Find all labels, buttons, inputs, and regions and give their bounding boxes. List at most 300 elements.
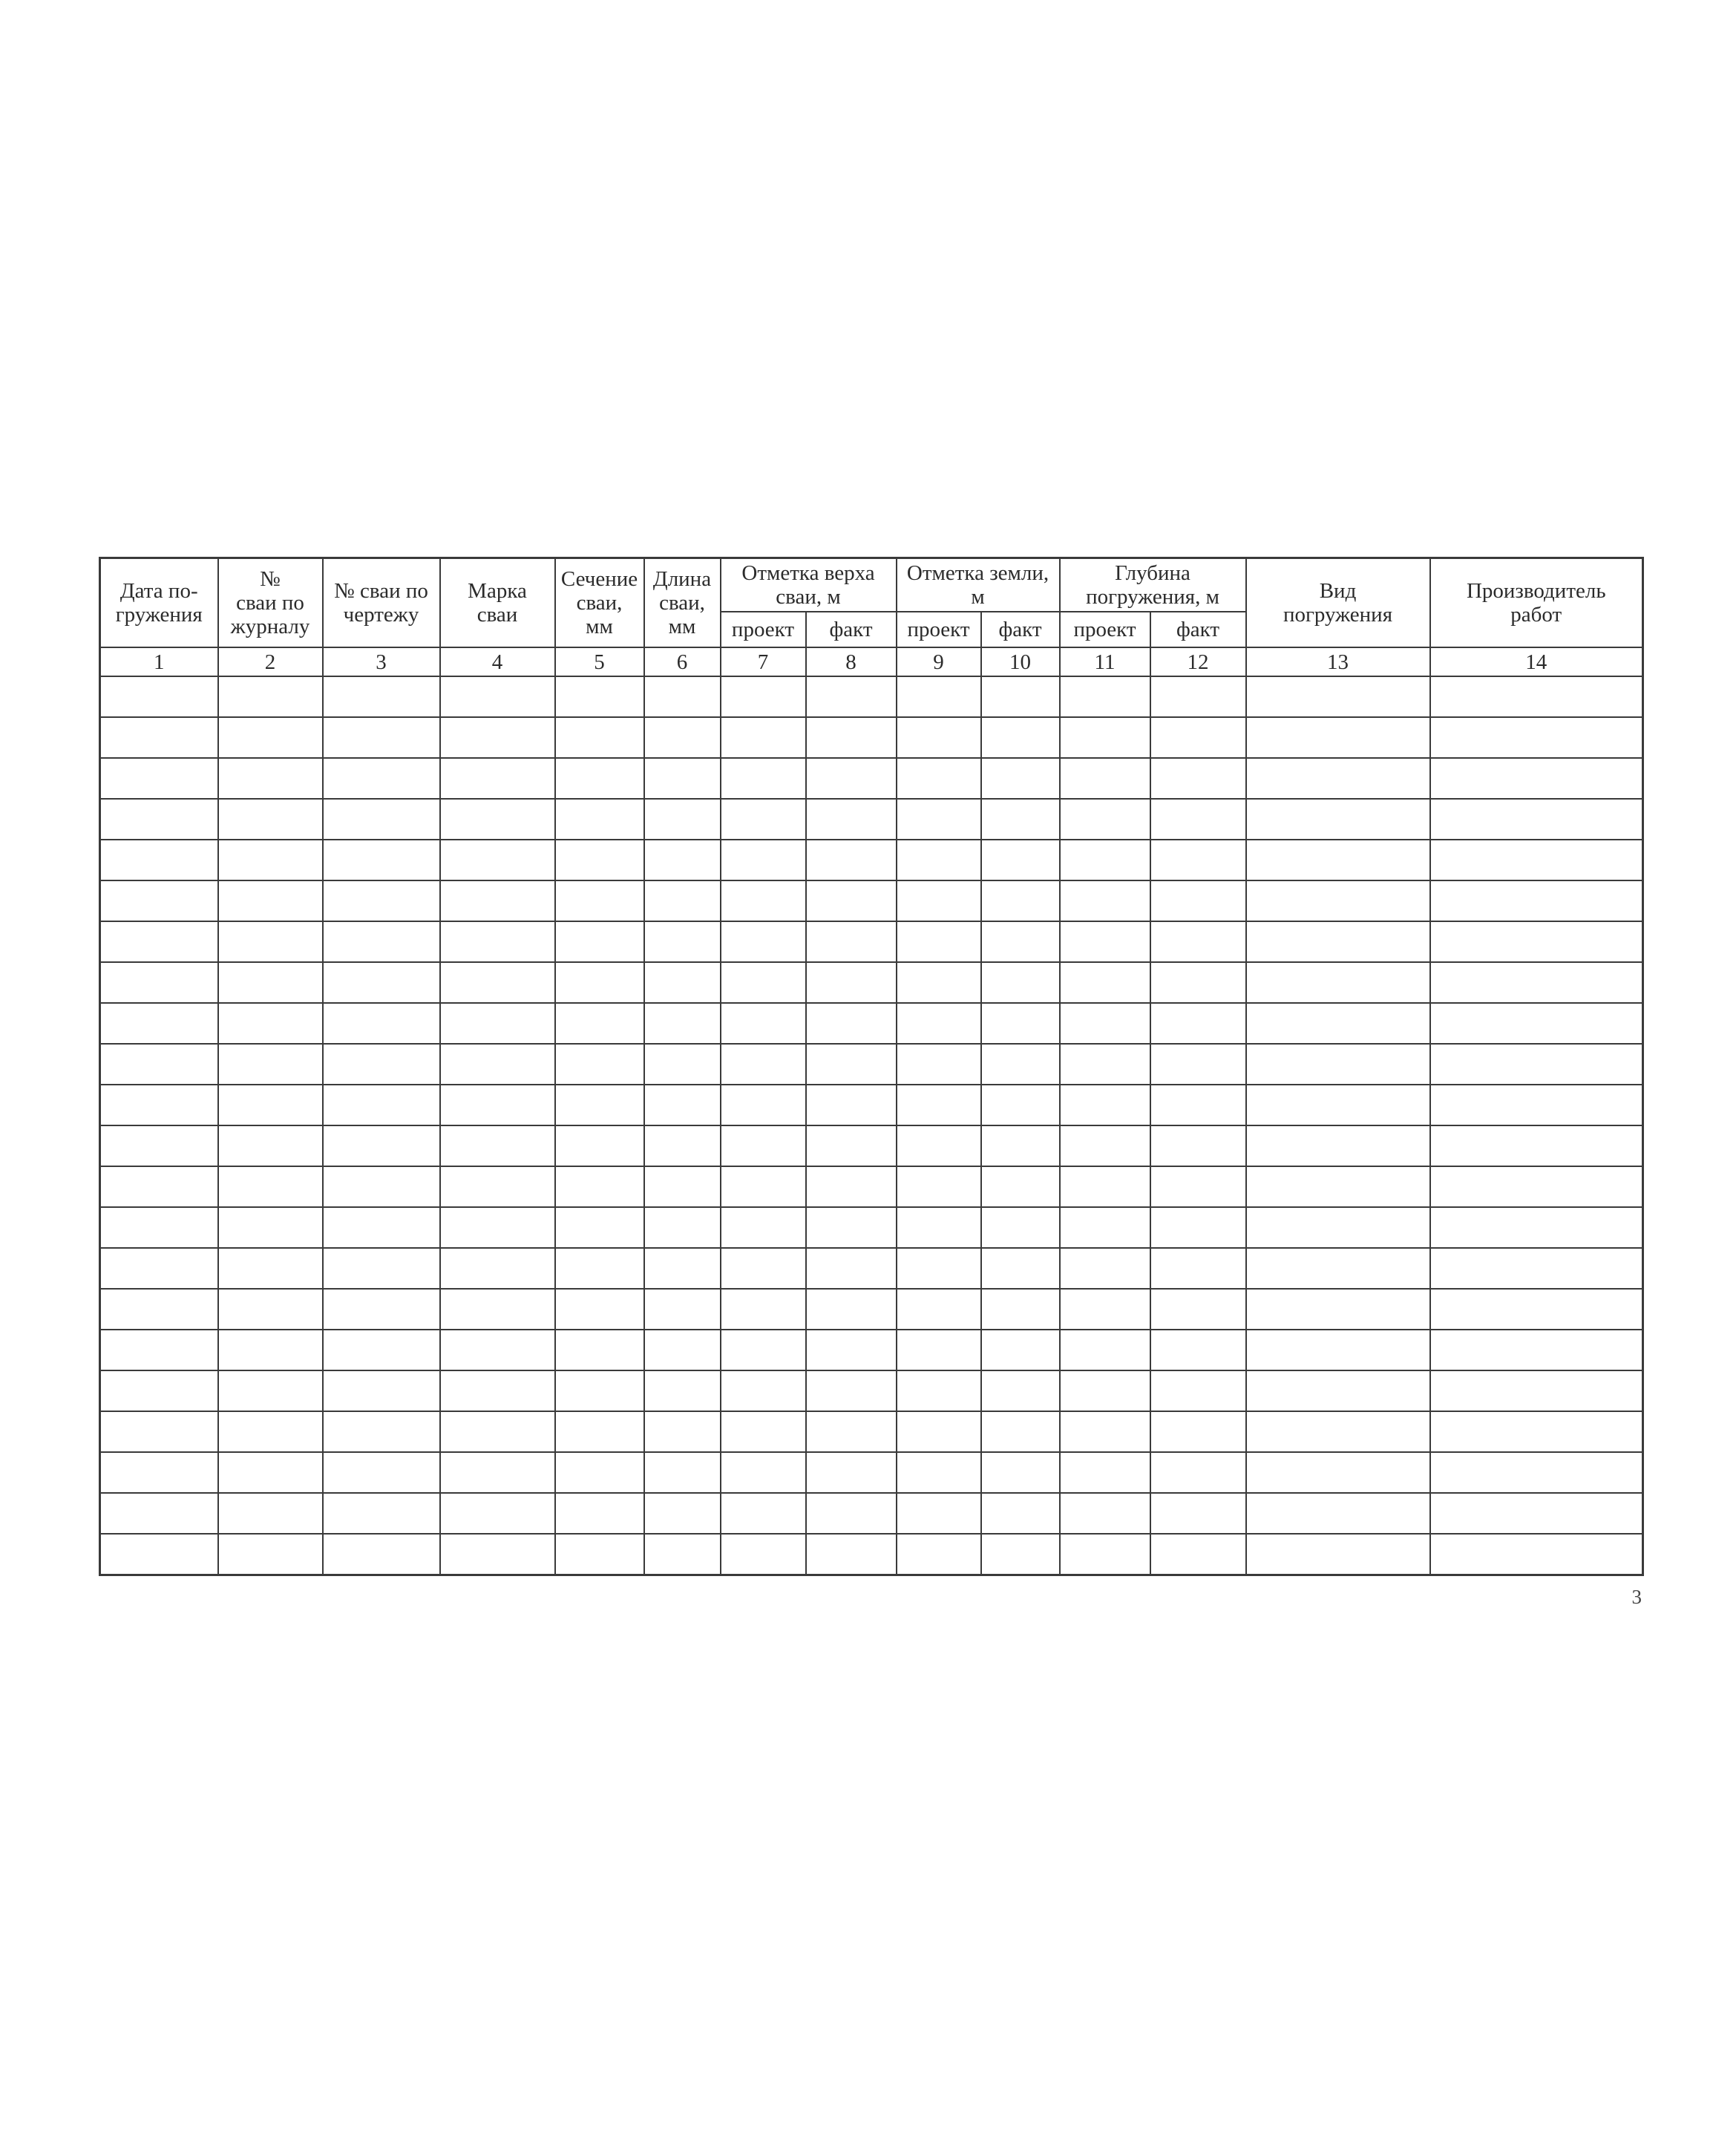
table-cell[interactable]	[981, 1289, 1060, 1330]
table-cell[interactable]	[721, 1248, 806, 1289]
table-cell[interactable]	[218, 1003, 323, 1044]
table-cell[interactable]	[981, 1370, 1060, 1411]
table-cell[interactable]	[981, 921, 1060, 962]
table-cell[interactable]	[440, 840, 555, 880]
table-cell[interactable]	[323, 1003, 440, 1044]
table-cell[interactable]	[1246, 921, 1430, 962]
table-cell[interactable]	[806, 962, 897, 1003]
table-cell[interactable]	[440, 1330, 555, 1370]
table-cell[interactable]	[323, 1085, 440, 1125]
table-cell[interactable]	[323, 1493, 440, 1534]
table-cell[interactable]	[644, 1125, 721, 1166]
table-cell[interactable]	[218, 1125, 323, 1166]
table-cell[interactable]	[1246, 1370, 1430, 1411]
table-cell[interactable]	[897, 880, 981, 921]
table-cell[interactable]	[897, 717, 981, 758]
table-cell[interactable]	[721, 1289, 806, 1330]
table-cell[interactable]	[981, 676, 1060, 717]
table-cell[interactable]	[1246, 1493, 1430, 1534]
table-cell[interactable]	[721, 1044, 806, 1085]
table-cell[interactable]	[100, 962, 218, 1003]
table-cell[interactable]	[218, 1452, 323, 1493]
table-cell[interactable]	[440, 1044, 555, 1085]
table-cell[interactable]	[100, 1330, 218, 1370]
table-cell[interactable]	[440, 921, 555, 962]
table-cell[interactable]	[100, 880, 218, 921]
table-cell[interactable]	[1060, 1248, 1150, 1289]
table-cell[interactable]	[100, 676, 218, 717]
table-cell[interactable]	[218, 1166, 323, 1207]
table-cell[interactable]	[555, 1044, 644, 1085]
table-cell[interactable]	[806, 1493, 897, 1534]
table-cell[interactable]	[1430, 840, 1643, 880]
table-cell[interactable]	[1246, 1207, 1430, 1248]
table-cell[interactable]	[806, 1085, 897, 1125]
table-cell[interactable]	[721, 962, 806, 1003]
table-cell[interactable]	[644, 1166, 721, 1207]
table-cell[interactable]	[100, 1411, 218, 1452]
table-cell[interactable]	[555, 1330, 644, 1370]
table-cell[interactable]	[806, 1125, 897, 1166]
table-cell[interactable]	[897, 1493, 981, 1534]
table-cell[interactable]	[1430, 1452, 1643, 1493]
table-cell[interactable]	[897, 921, 981, 962]
table-cell[interactable]	[721, 1125, 806, 1166]
table-cell[interactable]	[1246, 1330, 1430, 1370]
table-cell[interactable]	[1246, 758, 1430, 799]
table-cell[interactable]	[1150, 921, 1246, 962]
table-cell[interactable]	[644, 1330, 721, 1370]
table-cell[interactable]	[100, 840, 218, 880]
table-cell[interactable]	[100, 758, 218, 799]
table-cell[interactable]	[1430, 1166, 1643, 1207]
table-cell[interactable]	[1246, 840, 1430, 880]
table-cell[interactable]	[440, 758, 555, 799]
table-cell[interactable]	[644, 1411, 721, 1452]
table-cell[interactable]	[897, 1003, 981, 1044]
table-cell[interactable]	[555, 1452, 644, 1493]
table-cell[interactable]	[981, 758, 1060, 799]
table-cell[interactable]	[100, 1493, 218, 1534]
table-cell[interactable]	[555, 1207, 644, 1248]
table-cell[interactable]	[440, 1248, 555, 1289]
table-cell[interactable]	[644, 1085, 721, 1125]
table-cell[interactable]	[1150, 1207, 1246, 1248]
table-cell[interactable]	[981, 1248, 1060, 1289]
table-cell[interactable]	[897, 1125, 981, 1166]
table-cell[interactable]	[1246, 1085, 1430, 1125]
table-cell[interactable]	[721, 1452, 806, 1493]
table-cell[interactable]	[218, 880, 323, 921]
table-cell[interactable]	[440, 1411, 555, 1452]
table-cell[interactable]	[1430, 758, 1643, 799]
table-cell[interactable]	[644, 1207, 721, 1248]
table-cell[interactable]	[440, 799, 555, 840]
table-cell[interactable]	[440, 1493, 555, 1534]
table-cell[interactable]	[897, 840, 981, 880]
table-cell[interactable]	[806, 1452, 897, 1493]
table-cell[interactable]	[100, 1534, 218, 1575]
table-cell[interactable]	[1246, 1289, 1430, 1330]
table-cell[interactable]	[100, 1044, 218, 1085]
table-cell[interactable]	[1430, 799, 1643, 840]
table-cell[interactable]	[981, 1411, 1060, 1452]
table-cell[interactable]	[1246, 676, 1430, 717]
table-cell[interactable]	[555, 1534, 644, 1575]
table-cell[interactable]	[1060, 880, 1150, 921]
table-cell[interactable]	[897, 1289, 981, 1330]
table-cell[interactable]	[1430, 921, 1643, 962]
table-cell[interactable]	[440, 1085, 555, 1125]
table-cell[interactable]	[981, 1452, 1060, 1493]
table-cell[interactable]	[218, 1493, 323, 1534]
table-cell[interactable]	[323, 717, 440, 758]
table-cell[interactable]	[323, 1289, 440, 1330]
table-cell[interactable]	[440, 1534, 555, 1575]
table-cell[interactable]	[897, 1166, 981, 1207]
table-cell[interactable]	[555, 676, 644, 717]
table-cell[interactable]	[806, 921, 897, 962]
table-cell[interactable]	[100, 921, 218, 962]
table-cell[interactable]	[323, 676, 440, 717]
table-cell[interactable]	[323, 962, 440, 1003]
table-cell[interactable]	[1150, 1166, 1246, 1207]
table-cell[interactable]	[806, 1289, 897, 1330]
table-cell[interactable]	[981, 840, 1060, 880]
table-cell[interactable]	[100, 1370, 218, 1411]
table-cell[interactable]	[897, 1248, 981, 1289]
table-cell[interactable]	[100, 1085, 218, 1125]
table-cell[interactable]	[1060, 1207, 1150, 1248]
table-cell[interactable]	[1430, 1207, 1643, 1248]
table-cell[interactable]	[323, 880, 440, 921]
table-cell[interactable]	[323, 1125, 440, 1166]
table-cell[interactable]	[100, 1207, 218, 1248]
table-cell[interactable]	[981, 1044, 1060, 1085]
table-cell[interactable]	[806, 799, 897, 840]
table-cell[interactable]	[721, 799, 806, 840]
table-cell[interactable]	[1430, 1248, 1643, 1289]
table-cell[interactable]	[323, 1452, 440, 1493]
table-cell[interactable]	[1430, 1085, 1643, 1125]
table-cell[interactable]	[1246, 1452, 1430, 1493]
table-cell[interactable]	[440, 962, 555, 1003]
table-cell[interactable]	[981, 880, 1060, 921]
table-cell[interactable]	[806, 676, 897, 717]
table-cell[interactable]	[1150, 799, 1246, 840]
table-cell[interactable]	[218, 1085, 323, 1125]
table-cell[interactable]	[897, 1044, 981, 1085]
table-cell[interactable]	[721, 921, 806, 962]
table-cell[interactable]	[218, 1044, 323, 1085]
table-cell[interactable]	[1060, 1370, 1150, 1411]
table-cell[interactable]	[644, 1534, 721, 1575]
table-cell[interactable]	[981, 1003, 1060, 1044]
table-cell[interactable]	[1150, 1452, 1246, 1493]
table-cell[interactable]	[721, 676, 806, 717]
table-cell[interactable]	[323, 1411, 440, 1452]
table-cell[interactable]	[1060, 758, 1150, 799]
table-cell[interactable]	[1060, 1085, 1150, 1125]
table-cell[interactable]	[897, 962, 981, 1003]
table-cell[interactable]	[1150, 676, 1246, 717]
table-cell[interactable]	[1150, 1085, 1246, 1125]
table-cell[interactable]	[1060, 1330, 1150, 1370]
table-cell[interactable]	[721, 1085, 806, 1125]
table-cell[interactable]	[806, 1330, 897, 1370]
table-cell[interactable]	[1060, 717, 1150, 758]
table-cell[interactable]	[100, 717, 218, 758]
table-cell[interactable]	[323, 1330, 440, 1370]
table-cell[interactable]	[897, 676, 981, 717]
table-cell[interactable]	[644, 799, 721, 840]
table-cell[interactable]	[1246, 1534, 1430, 1575]
table-cell[interactable]	[806, 717, 897, 758]
table-cell[interactable]	[981, 1125, 1060, 1166]
table-cell[interactable]	[1150, 717, 1246, 758]
table-cell[interactable]	[440, 1452, 555, 1493]
table-cell[interactable]	[1430, 1289, 1643, 1330]
table-cell[interactable]	[440, 676, 555, 717]
table-cell[interactable]	[555, 1411, 644, 1452]
table-cell[interactable]	[1060, 1493, 1150, 1534]
table-cell[interactable]	[981, 799, 1060, 840]
table-cell[interactable]	[1150, 1044, 1246, 1085]
table-cell[interactable]	[218, 1289, 323, 1330]
table-cell[interactable]	[1150, 1370, 1246, 1411]
table-cell[interactable]	[1150, 1125, 1246, 1166]
table-cell[interactable]	[1430, 962, 1643, 1003]
table-cell[interactable]	[555, 1248, 644, 1289]
table-cell[interactable]	[1060, 1044, 1150, 1085]
table-cell[interactable]	[555, 1493, 644, 1534]
table-cell[interactable]	[555, 717, 644, 758]
table-cell[interactable]	[981, 1330, 1060, 1370]
table-cell[interactable]	[1430, 1411, 1643, 1452]
table-cell[interactable]	[555, 1125, 644, 1166]
table-cell[interactable]	[644, 1370, 721, 1411]
table-cell[interactable]	[218, 1534, 323, 1575]
table-cell[interactable]	[806, 1411, 897, 1452]
table-cell[interactable]	[1060, 1125, 1150, 1166]
table-cell[interactable]	[1150, 1411, 1246, 1452]
table-cell[interactable]	[897, 758, 981, 799]
table-cell[interactable]	[721, 1534, 806, 1575]
table-cell[interactable]	[1150, 1534, 1246, 1575]
table-cell[interactable]	[806, 1166, 897, 1207]
table-cell[interactable]	[721, 1207, 806, 1248]
table-cell[interactable]	[1430, 1534, 1643, 1575]
table-cell[interactable]	[1150, 840, 1246, 880]
table-cell[interactable]	[218, 1248, 323, 1289]
table-cell[interactable]	[440, 1125, 555, 1166]
table-cell[interactable]	[1150, 962, 1246, 1003]
table-cell[interactable]	[440, 717, 555, 758]
table-cell[interactable]	[555, 962, 644, 1003]
table-cell[interactable]	[218, 840, 323, 880]
table-cell[interactable]	[323, 1044, 440, 1085]
table-cell[interactable]	[644, 1493, 721, 1534]
table-cell[interactable]	[806, 880, 897, 921]
table-cell[interactable]	[323, 1207, 440, 1248]
table-cell[interactable]	[806, 1003, 897, 1044]
table-cell[interactable]	[1246, 717, 1430, 758]
table-cell[interactable]	[1150, 880, 1246, 921]
table-cell[interactable]	[218, 758, 323, 799]
table-cell[interactable]	[1246, 962, 1430, 1003]
table-cell[interactable]	[1150, 1493, 1246, 1534]
table-cell[interactable]	[1060, 1003, 1150, 1044]
table-cell[interactable]	[323, 799, 440, 840]
table-cell[interactable]	[555, 921, 644, 962]
table-cell[interactable]	[644, 921, 721, 962]
table-cell[interactable]	[555, 840, 644, 880]
table-cell[interactable]	[1430, 1493, 1643, 1534]
table-cell[interactable]	[644, 1044, 721, 1085]
table-cell[interactable]	[721, 1370, 806, 1411]
table-cell[interactable]	[440, 1289, 555, 1330]
table-cell[interactable]	[981, 717, 1060, 758]
table-cell[interactable]	[1060, 676, 1150, 717]
table-cell[interactable]	[897, 1452, 981, 1493]
table-cell[interactable]	[440, 880, 555, 921]
table-cell[interactable]	[218, 962, 323, 1003]
table-cell[interactable]	[897, 1207, 981, 1248]
table-cell[interactable]	[1430, 880, 1643, 921]
table-cell[interactable]	[323, 1166, 440, 1207]
table-cell[interactable]	[440, 1166, 555, 1207]
table-cell[interactable]	[323, 758, 440, 799]
table-cell[interactable]	[1430, 676, 1643, 717]
table-cell[interactable]	[981, 1207, 1060, 1248]
table-cell[interactable]	[806, 1370, 897, 1411]
table-cell[interactable]	[897, 799, 981, 840]
table-cell[interactable]	[897, 1534, 981, 1575]
table-cell[interactable]	[555, 880, 644, 921]
table-cell[interactable]	[644, 880, 721, 921]
table-cell[interactable]	[721, 880, 806, 921]
table-cell[interactable]	[100, 1289, 218, 1330]
table-cell[interactable]	[1150, 1248, 1246, 1289]
table-cell[interactable]	[1060, 1411, 1150, 1452]
table-cell[interactable]	[555, 758, 644, 799]
table-cell[interactable]	[1430, 1370, 1643, 1411]
table-cell[interactable]	[1150, 1330, 1246, 1370]
table-cell[interactable]	[644, 1003, 721, 1044]
table-cell[interactable]	[100, 1125, 218, 1166]
table-cell[interactable]	[806, 758, 897, 799]
table-cell[interactable]	[1060, 1452, 1150, 1493]
table-cell[interactable]	[806, 1207, 897, 1248]
table-cell[interactable]	[555, 1166, 644, 1207]
table-cell[interactable]	[806, 1248, 897, 1289]
table-cell[interactable]	[100, 1248, 218, 1289]
table-cell[interactable]	[1246, 1125, 1430, 1166]
table-cell[interactable]	[721, 1003, 806, 1044]
table-cell[interactable]	[721, 1330, 806, 1370]
table-cell[interactable]	[981, 962, 1060, 1003]
table-cell[interactable]	[218, 717, 323, 758]
table-cell[interactable]	[1246, 1248, 1430, 1289]
table-cell[interactable]	[897, 1085, 981, 1125]
table-cell[interactable]	[218, 1207, 323, 1248]
table-cell[interactable]	[1246, 799, 1430, 840]
table-cell[interactable]	[721, 1411, 806, 1452]
table-cell[interactable]	[100, 1166, 218, 1207]
table-cell[interactable]	[897, 1411, 981, 1452]
table-cell[interactable]	[1430, 1003, 1643, 1044]
table-cell[interactable]	[1060, 921, 1150, 962]
table-cell[interactable]	[721, 1166, 806, 1207]
table-cell[interactable]	[1150, 758, 1246, 799]
table-cell[interactable]	[806, 1044, 897, 1085]
table-cell[interactable]	[1060, 840, 1150, 880]
table-cell[interactable]	[1430, 1125, 1643, 1166]
table-cell[interactable]	[1060, 799, 1150, 840]
table-cell[interactable]	[323, 1370, 440, 1411]
table-cell[interactable]	[644, 717, 721, 758]
table-cell[interactable]	[218, 676, 323, 717]
table-cell[interactable]	[1060, 1289, 1150, 1330]
table-cell[interactable]	[981, 1534, 1060, 1575]
table-cell[interactable]	[1430, 1044, 1643, 1085]
table-cell[interactable]	[218, 799, 323, 840]
table-cell[interactable]	[555, 1085, 644, 1125]
table-cell[interactable]	[806, 840, 897, 880]
table-cell[interactable]	[644, 1248, 721, 1289]
table-cell[interactable]	[1430, 717, 1643, 758]
table-cell[interactable]	[721, 840, 806, 880]
table-cell[interactable]	[555, 799, 644, 840]
table-cell[interactable]	[721, 717, 806, 758]
table-cell[interactable]	[555, 1003, 644, 1044]
table-cell[interactable]	[1060, 1166, 1150, 1207]
table-cell[interactable]	[218, 1411, 323, 1452]
table-cell[interactable]	[218, 1330, 323, 1370]
table-cell[interactable]	[644, 1289, 721, 1330]
table-cell[interactable]	[644, 962, 721, 1003]
table-cell[interactable]	[218, 1370, 323, 1411]
table-cell[interactable]	[644, 840, 721, 880]
table-cell[interactable]	[1060, 962, 1150, 1003]
table-cell[interactable]	[721, 1493, 806, 1534]
table-cell[interactable]	[555, 1370, 644, 1411]
table-cell[interactable]	[1150, 1003, 1246, 1044]
table-cell[interactable]	[218, 921, 323, 962]
table-cell[interactable]	[721, 758, 806, 799]
table-cell[interactable]	[100, 1003, 218, 1044]
table-cell[interactable]	[1430, 1330, 1643, 1370]
table-cell[interactable]	[806, 1534, 897, 1575]
table-cell[interactable]	[100, 1452, 218, 1493]
table-cell[interactable]	[1246, 880, 1430, 921]
table-cell[interactable]	[1246, 1044, 1430, 1085]
table-cell[interactable]	[1060, 1534, 1150, 1575]
table-cell[interactable]	[1246, 1166, 1430, 1207]
table-cell[interactable]	[323, 921, 440, 962]
table-cell[interactable]	[1246, 1003, 1430, 1044]
table-cell[interactable]	[100, 799, 218, 840]
table-cell[interactable]	[440, 1370, 555, 1411]
table-cell[interactable]	[440, 1003, 555, 1044]
table-cell[interactable]	[323, 1534, 440, 1575]
table-cell[interactable]	[644, 1452, 721, 1493]
table-cell[interactable]	[981, 1166, 1060, 1207]
table-cell[interactable]	[323, 840, 440, 880]
table-cell[interactable]	[1246, 1411, 1430, 1452]
table-cell[interactable]	[644, 676, 721, 717]
table-cell[interactable]	[981, 1085, 1060, 1125]
